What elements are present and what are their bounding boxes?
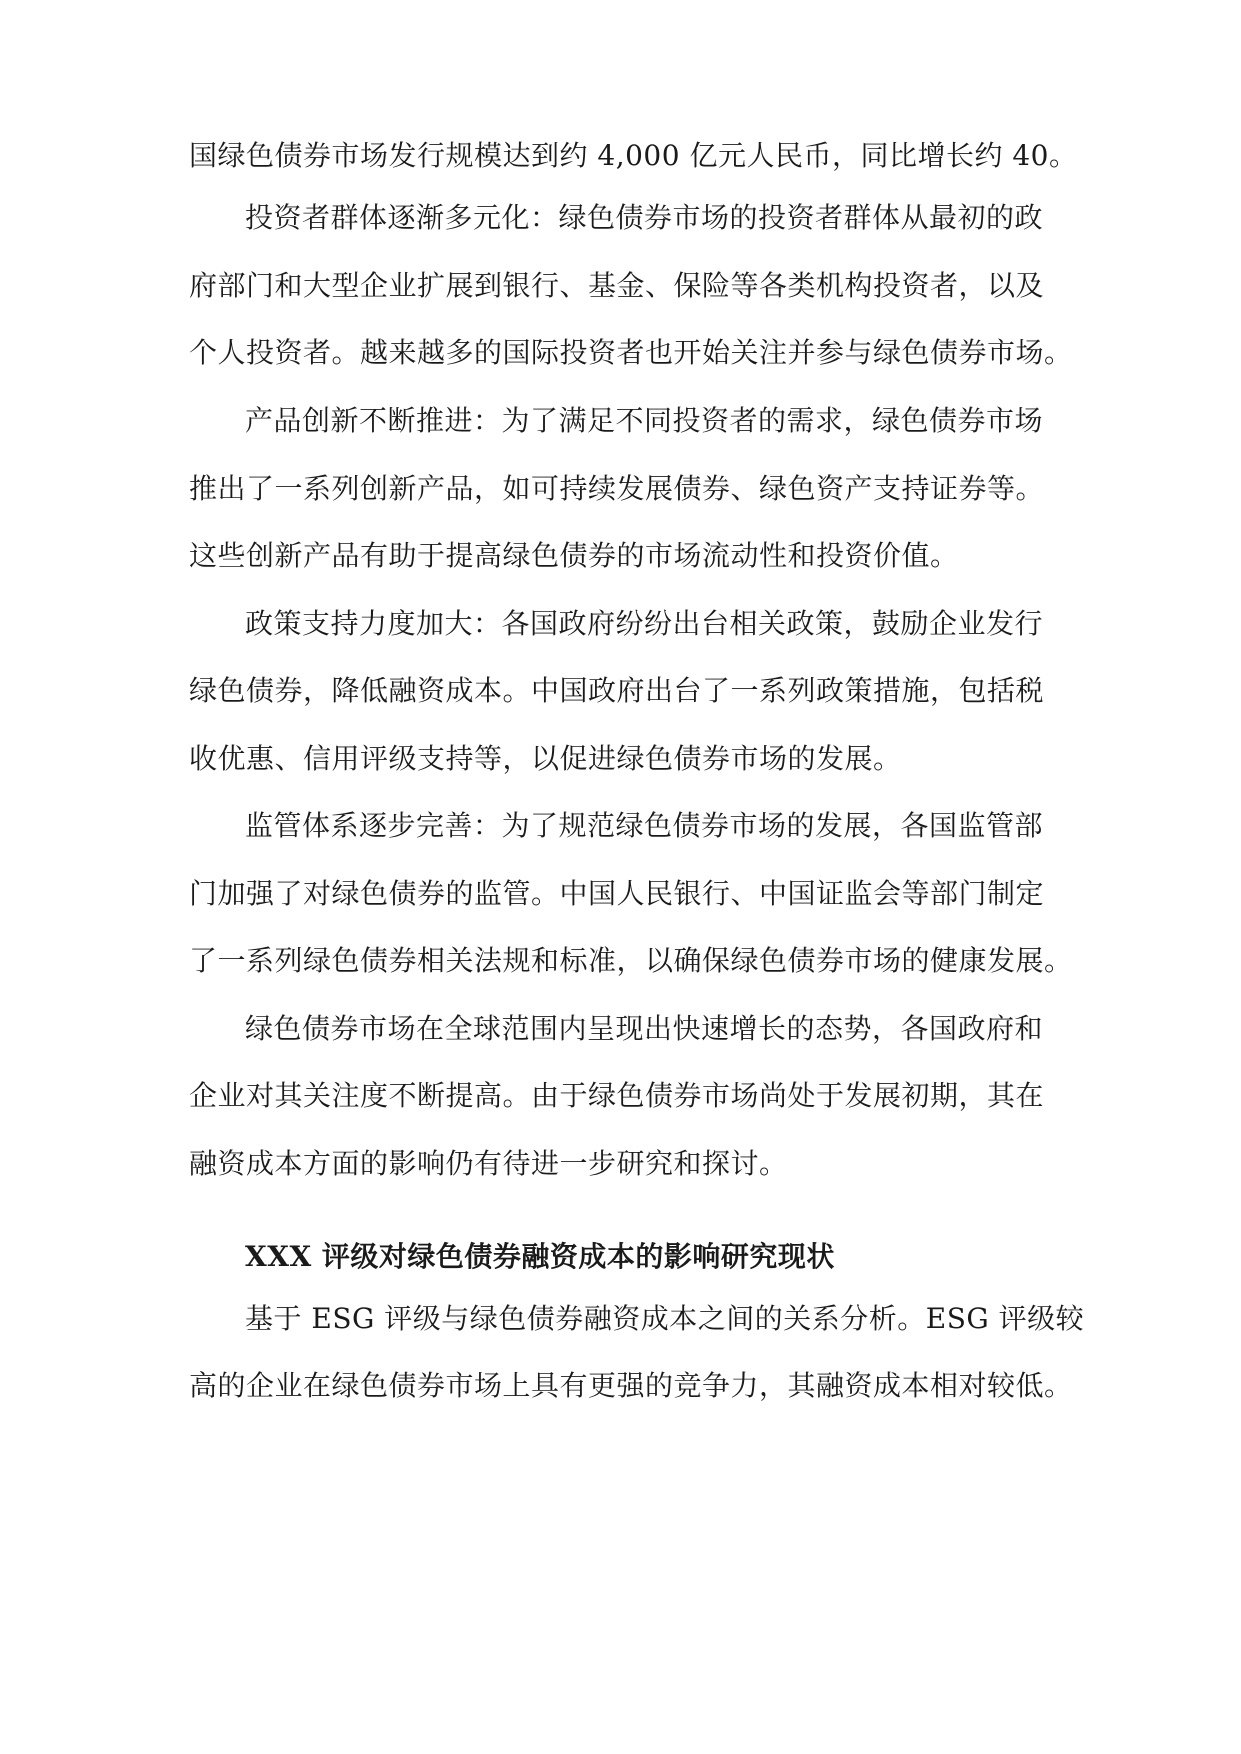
text-line: 企业对其关注度不断提高。由于绿色债券市场尚处于发展初期，其在 (189, 1079, 1045, 1112)
text-line: 国绿色债券市场发行规模达到约 4,000 亿元人民币，同比增长约 40。 (189, 139, 1078, 172)
text-line: 这些创新产品有助于提高绿色债券的市场流动性和投资价值。 (189, 539, 959, 572)
paragraph-first-line: 政策支持力度加大：各国政府纷纷出台相关政策，鼓励企业发行 (245, 607, 1044, 640)
paragraph-first-line: 基于 ESG 评级与绿色债券融资成本之间的关系分析。ESG 评级较 (245, 1302, 1085, 1335)
text-line: 了一系列绿色债券相关法规和标准，以确保绿色债券市场的健康发展。 (189, 944, 1073, 977)
text-line: 高的企业在绿色债券市场上具有更强的竞争力，其融资成本相对较低。 (189, 1369, 1073, 1402)
text-line: 府部门和大型企业扩展到银行、基金、保险等各类机构投资者，以及 (189, 269, 1045, 302)
text-line: 收优惠、信用评级支持等，以促进绿色债券市场的发展。 (189, 742, 902, 775)
paragraph-first-line: 监管体系逐步完善：为了规范绿色债券市场的发展，各国监管部 (245, 809, 1044, 842)
text-line: 融资成本方面的影响仍有待进一步研究和探讨。 (189, 1147, 788, 1180)
paragraph-first-line: 投资者群体逐渐多元化：绿色债券市场的投资者群体从最初的政 (245, 201, 1044, 234)
text-line: 门加强了对绿色债券的监管。中国人民银行、中国证监会等部门制定 (189, 877, 1045, 910)
section-heading: XXX 评级对绿色债券融资成本的影响研究现状 (245, 1240, 835, 1273)
paragraph-first-line: 绿色债券市场在全球范围内呈现出快速增长的态势，各国政府和 (245, 1012, 1044, 1045)
text-line: 个人投资者。越来越多的国际投资者也开始关注并参与绿色债券市场。 (189, 336, 1073, 369)
text-line: 绿色债券，降低融资成本。中国政府出台了一系列政策措施，包括税 (189, 674, 1045, 707)
paragraph-first-line: 产品创新不断推进：为了满足不同投资者的需求，绿色债券市场 (245, 404, 1044, 437)
text-line: 推出了一系列创新产品，如可持续发展债券、绿色资产支持证券等。 (189, 472, 1045, 505)
